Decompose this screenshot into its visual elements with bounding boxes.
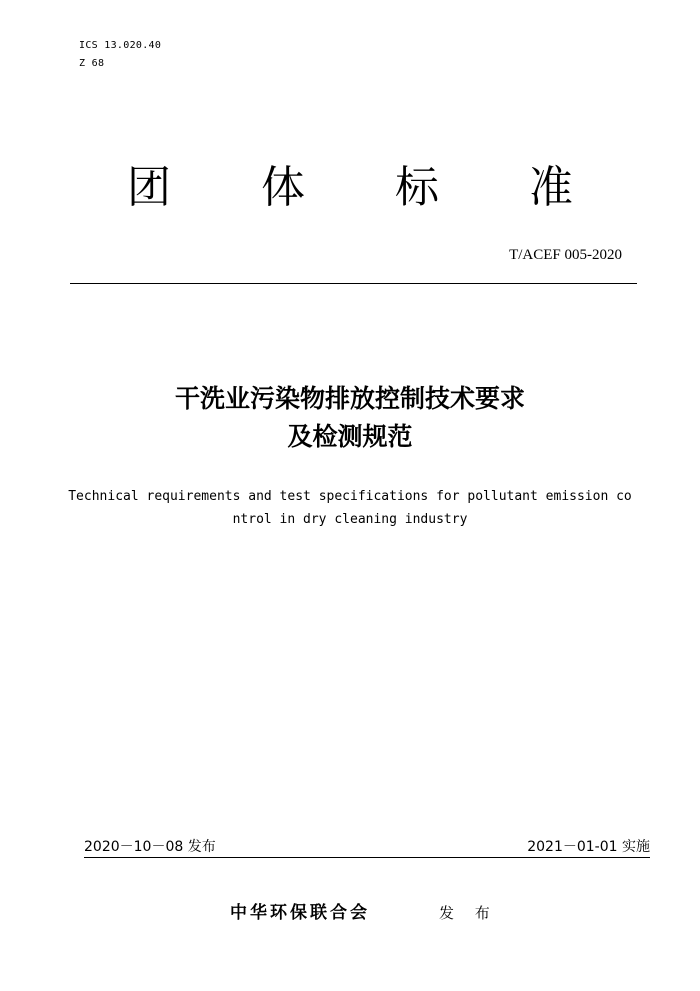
publisher-name: 中华环保联合会 [230, 903, 370, 923]
publish-label: 发 布 [439, 904, 498, 922]
standard-type: 团 体 标 准 [127, 162, 611, 213]
standard-number: T/ACEF 005-2020 [509, 247, 622, 263]
chinese-title-line-1: 干洗业污染物排放控制技术要求 [174, 384, 525, 413]
top-divider [70, 283, 637, 284]
chinese-title [0, 380, 700, 456]
ccs-code: Z 68 [79, 58, 105, 69]
issue-date: 2020－10－08 发布 [84, 839, 216, 855]
chinese-title-line-2: 及检测规范 [287, 422, 413, 451]
ics-code: ICS 13.020.40 [79, 40, 162, 51]
english-title: Technical requirements and test specifications for pollutant emission control in dry cleaning industry [68, 489, 632, 527]
bottom-divider [84, 857, 650, 858]
implementation-date: 2021－01-01 实施 [527, 839, 650, 855]
